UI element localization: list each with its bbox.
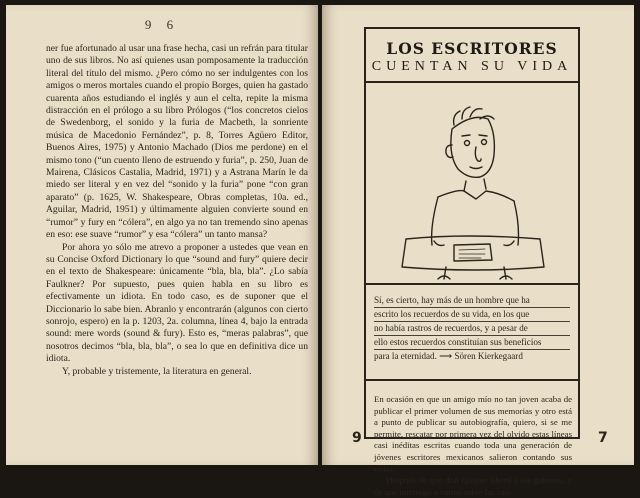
quote-line: no había rastros de recuerdos, y a pesar de [374,322,570,336]
quote-line: Sí, es cierto, hay más de un hombre que ha [374,294,570,308]
article-frame [364,27,580,497]
right-page-number-right: 7 [598,430,608,446]
article-title-line1: LOS ESCRITORES [386,39,558,58]
left-paragraph: Por ahora yo sólo me atrevo a proponer a ustedes que vean en su Concise Oxford Dictionary lo que “sound and fury” quiere decir en el texto de Shakespeare: únicamente “bla, bla, bla”. ¿Lo sabía Faulkner? Por supuesto, pues quien habla en su libro es efectivamente un idiota. En todo caso, es de suponer que el Diccionario lo sabe bien. Abranlo y encontrarán (algunos con cierto sonrojo, espero) en la p. 1203, 2a. columna, línea 4, bajo la entrada sound: mere words (sound & fury). Esto es, “meras palabras”, que nosotros decimos “bla, bla, bla”, o sea lo que en definitiva dice un idiota. [46,241,308,365]
right-page-number-left: 9 [352,430,362,446]
right-page [322,5,634,497]
article-paragraph: Después de que don Quijote liberó a los galeotes, y de que interrogó a varios sobre las cau- [374,475,572,497]
left-page [6,5,318,465]
quote-line: ello estos recuerdos constituían sus beneficios [374,336,570,350]
quote-bottom-rule [366,379,578,381]
article-body [374,394,572,498]
quote-line: escrito los recuerdos de su vida, en los que [374,308,570,322]
article-title-line2: CUENTAN SU VIDA [371,59,573,74]
quote-top-rule [366,283,578,285]
epigraph-quote [374,294,570,363]
article-paragraph: En ocasión en que un amigo mío no tan joven acaba de publicar el primer volumen de sus memorias y otro está a punto de publicar su autobiografía, quiero, si se me permite, rescatar por primera vez del olvido estas líneas casi inéditas escritas cuando toda una generación de jóvenes escritores mexicanos salieron contando sus vidas. [374,394,572,474]
left-paragraph: Y, probable y tristemente, la literatura en general. [62,365,252,377]
left-page-number: 9 6 [144,17,180,32]
left-paragraph: ner fue afortunado al usar una frase hecha, casi un refrán para titular uno de sus libros. No así quienes usan pomposamente la traducción literal del título del mismo. ¿Pero cómo no ser indulgentes con los amigos o meros mortales cuando el propio Borges, quien ha gastado cuarenta años estudiando el inglés y aun el celta, repite la misma distracción en el prólogo a su libro Prólogos (“los concretos cielos de Swedenborg, el sonido y la furia de Macbeth, la sonriente música de Macedonio Fernández”, p. 8, Torres Agüero Editor, Buenos Aires, 1975) y Antonio Machado (Dios me perdone) en el mismo tono (“un cuento lleno de estruendo y furia”, p. 250, Juan de Mairena, Clásicos Castalia, Madrid, 1971) y a Astrana Marín le da miedo ser literal y en vez del “sonido y la furia” pone “con gran aparato” (p. 1625, W. Shakespeare, Obras completas, 10a. ed., Aguilar, Madrid, 1951) y últimamente alguien convierte sound en “rumor” y fury en “cólera”, en algo ya no tan tremendo sino apenas en eso: ese suave “rumor” y esa “cólera” un tanto mansa? [46,43,308,241]
title-rule [366,81,578,83]
left-page-body [46,43,308,378]
quote-line: para la eternidad. ⟶ Sören Kierkegaard [374,351,523,361]
writer-illustration [366,89,578,279]
